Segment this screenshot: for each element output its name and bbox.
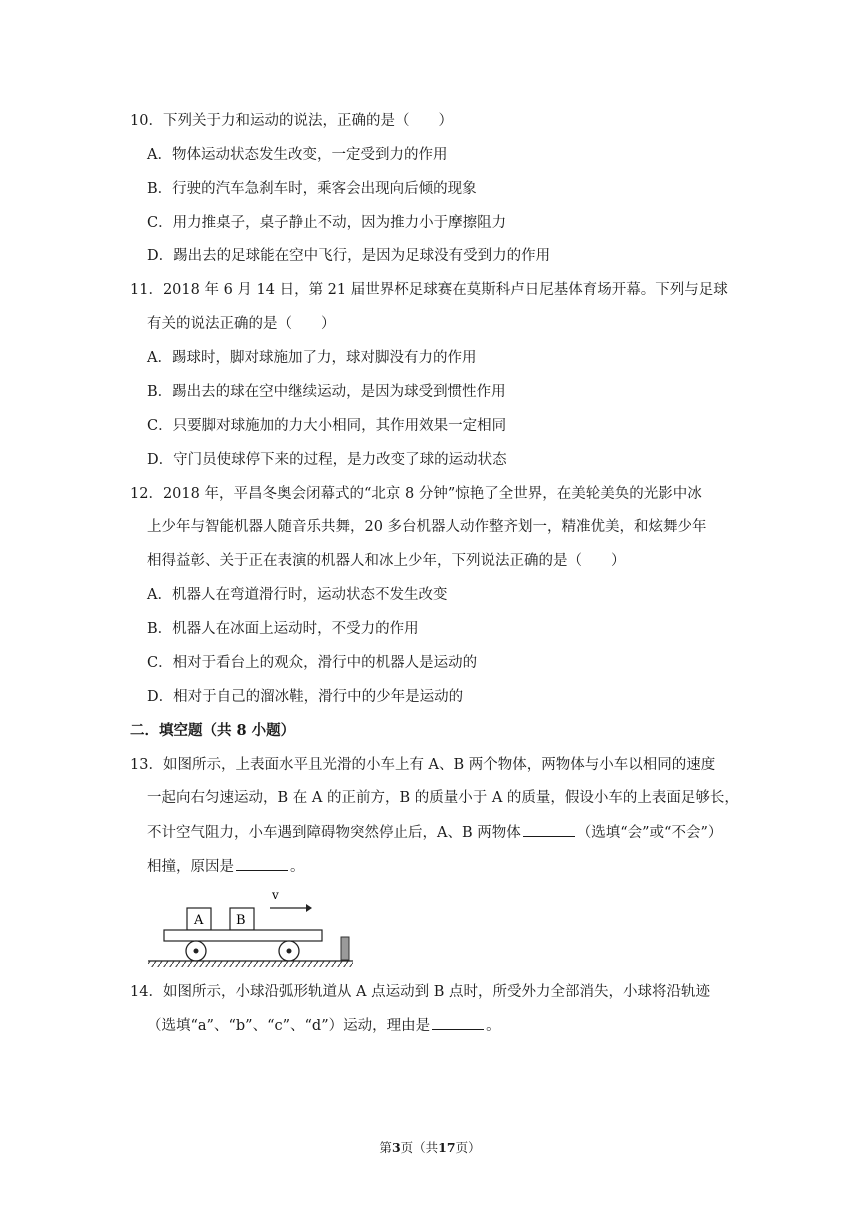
question-11-option-c: C．只要脚对球施加的力大小相同，其作用效果一定相同 xyxy=(147,418,507,434)
question-12-option-d: D．相对于自己的溜冰鞋，滑行中的少年是运动的 xyxy=(147,689,464,705)
cart-diagram xyxy=(148,876,363,972)
question-10-option-c: C．用力推桌子，桌子静止不动，因为推力小于摩擦阻力 xyxy=(147,215,507,231)
question-12-stem-cont-1: 上少年与智能机器人随音乐共舞，20 多台机器人动作整齐划一，精准优美，和炫舞少年 xyxy=(147,519,707,535)
cart-wheel xyxy=(186,941,206,961)
footer-suffix: 页） xyxy=(455,1140,481,1155)
answer-blank[interactable] xyxy=(236,856,288,871)
question-12-option-b: B．机器人在冰面上运动时，不受力的作用 xyxy=(147,621,419,637)
question-12-stem: 12．2018 年，平昌冬奥会闭幕式的“北京 8 分钟”惊艳了全世界，在美轮美奂的光影中冰 xyxy=(130,486,702,502)
answer-blank[interactable] xyxy=(432,1015,484,1030)
question-12-stem-cont-2: 相得益彰、关于正在表演的机器人和冰上少年，下列说法正确的是（ ） xyxy=(147,553,626,569)
velocity-arrow xyxy=(270,904,312,912)
question-11-option-d: D．守门员使球停下来的过程，是力改变了球的运动状态 xyxy=(147,452,507,468)
page-footer xyxy=(0,1138,860,1156)
question-13-text-4a: 相撞，原因是 xyxy=(147,859,234,875)
question-13-line-2: 一起向右匀速运动，B 在 A 的正前方，B 的质量小于 A 的质量，假设小车的上表面足够长， xyxy=(147,790,739,806)
question-10-option-d: D．踢出去的足球能在空中飞行，是因为足球没有受到力的作用 xyxy=(147,248,551,264)
footer-middle: 页（共 xyxy=(400,1140,439,1155)
answer-blank[interactable] xyxy=(523,822,575,837)
question-11-stem: 11．2018 年 6 月 14 日，第 21 届世界杯足球赛在莫斯科卢日尼基体育场开幕。下列与足球 xyxy=(130,282,728,298)
question-13-text-3a: 不计空气阻力，小车遇到障碍物突然停止后，A、B 两物体 xyxy=(147,825,521,841)
question-13-text-3b: （选填“会”或“不会”） xyxy=(576,825,723,841)
cart-body xyxy=(164,930,322,941)
question-13-line-4 xyxy=(147,856,305,877)
page-number: 3 xyxy=(391,1140,401,1155)
question-13-text-4b: 。 xyxy=(290,859,305,875)
question-12-option-a: A．机器人在弯道滑行时，运动状态不发生改变 xyxy=(147,587,448,603)
block-b-label: B xyxy=(236,913,246,928)
question-10-option-b: B．行驶的汽车急刹车时，乘客会出现向后倾的现象 xyxy=(147,181,477,197)
question-11-option-a: A．踢球时，脚对球施加了力，球对脚没有力的作用 xyxy=(147,350,477,366)
question-14-line-1: 14．如图所示，小球沿弧形轨道从 A 点运动到 B 点时，所受外力全部消失，小球将沿轨迹 xyxy=(130,984,711,1000)
section-heading: 二．填空题（共 8 小题） xyxy=(130,722,296,739)
block-a-label: A xyxy=(194,913,204,928)
obstacle xyxy=(341,937,349,960)
ground-hatch xyxy=(148,961,353,967)
question-10-stem: 10．下列关于力和运动的说法，正确的是（ ） xyxy=(130,113,453,129)
question-13-line-3 xyxy=(147,822,722,843)
question-11-option-b: B．踢出去的球在空中继续运动，是因为球受到惯性作用 xyxy=(147,384,506,400)
velocity-label: v xyxy=(272,888,279,902)
cart-wheel xyxy=(279,941,299,961)
question-11-stem-cont: 有关的说法正确的是（ ） xyxy=(147,316,336,332)
question-13-line-1: 13．如图所示，上表面水平且光滑的小车上有 A、B 两个物体，两物体与小车以相同的速度 xyxy=(130,757,716,773)
footer-prefix: 第 xyxy=(379,1140,392,1155)
question-14-text-2b: 。 xyxy=(486,1018,501,1034)
question-14-text-2a: （选填“a”、“b”、“c”、“d”）运动，理由是 xyxy=(147,1018,431,1034)
page-total: 17 xyxy=(438,1140,456,1155)
question-10-option-a: A．物体运动状态发生改变，一定受到力的作用 xyxy=(147,147,448,163)
question-14-line-2 xyxy=(147,1015,501,1036)
question-12-option-c: C．相对于看台上的观众，滑行中的机器人是运动的 xyxy=(147,655,478,671)
